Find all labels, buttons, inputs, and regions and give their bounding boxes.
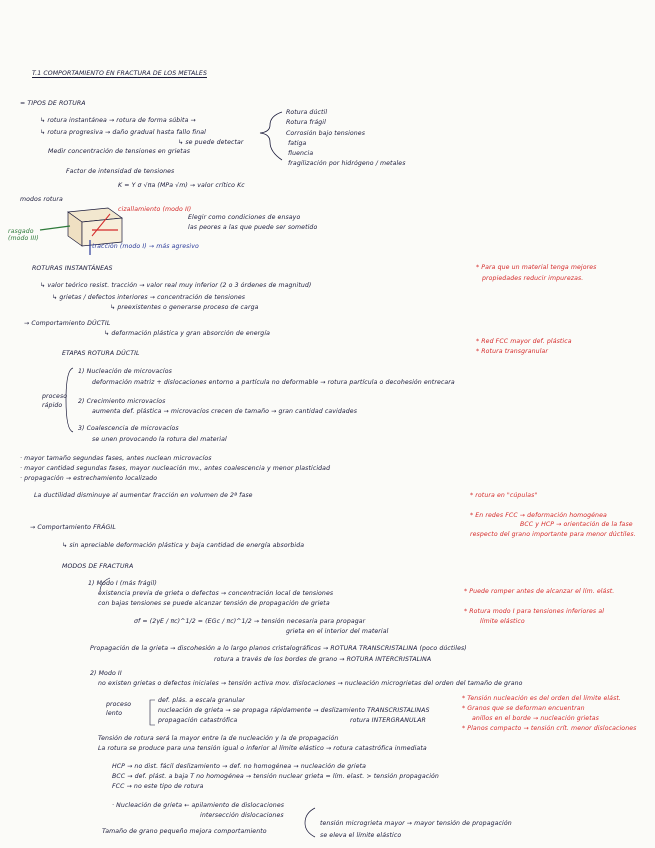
text-line: Medir concentración de tensiones en grietas xyxy=(48,148,191,155)
text-line: las peores a las que puede ser sometido xyxy=(188,224,318,231)
section-heading-instantaneas: ROTURAS INSTANTÁNEAS xyxy=(32,265,113,272)
rotura-type: fragilización por hidrógeno / metales xyxy=(288,160,406,167)
note-red: * Para que un material tenga mejores xyxy=(476,264,597,271)
text-line: BCC → def. plást. a baja T no homogénea → tensión nuclear grieta = lím. elast. > tensión propagación xyxy=(112,773,439,780)
text-line: rotura INTERGRANULAR xyxy=(350,717,426,724)
text-line: deformación matriz + dislocaciones entorno a partícula no deformable → rotura partícula o decohesión entrecara xyxy=(92,379,455,386)
text-line: ↳ preexistentes o generarse proceso de carga xyxy=(110,304,259,311)
modo-1: 1) Modo I (más frágil) xyxy=(88,580,157,587)
note-red: * Rotura transgranular xyxy=(476,348,549,355)
note-red: * Granos que se deforman encuentran xyxy=(462,705,585,712)
mode-traccion: tracción (modo I) → más agresivo xyxy=(92,243,199,250)
formula-k: K = Y σ √πa (MPa √m) → valor crítico Kc xyxy=(118,182,245,189)
note-red: * En redes FCC → deformación homogénea xyxy=(470,512,607,519)
note-red: * Rotura modo I para tensiones inferiores al xyxy=(464,608,605,615)
text-line: Propagación de la grieta → discohesión a lo largo planos cristalográficos → ROTURA TRANSCRISTALINA (poco dúctiles) xyxy=(90,645,467,652)
text-line: propagación catastrófica xyxy=(158,717,238,724)
note-red: * Red FCC mayor def. plástica xyxy=(476,338,572,345)
bullet: · propagación → estrechamiento localizado xyxy=(20,475,158,482)
mode-cizallamiento: cizallamiento (modo II) xyxy=(118,206,192,213)
heading-etapas: ETAPAS ROTURA DÚCTIL xyxy=(62,350,140,357)
text-line: La rotura se produce para una tensión igual o inferior al límite elástico → rotura catastrófica inmediata xyxy=(98,745,427,752)
text-line: ↳ deformación plástica y gran absorción de energía xyxy=(104,330,271,337)
note-red: límite elástico xyxy=(480,618,525,625)
text-line: existencia previa de grieta o defectos → concentración local de tensiones xyxy=(98,590,334,597)
modo-2: 2) Modo II xyxy=(90,670,122,677)
text-line: FCC → no este tipo de rotura xyxy=(112,783,204,790)
modes-label: modos rotura xyxy=(20,196,63,203)
text-line: HCP → no dist. fácil deslizamiento → def. no homogénea → nucleación de grieta xyxy=(112,763,367,770)
text-line: Factor de intensidad de tensiones xyxy=(66,168,175,175)
formula-sigma: σf = (2γE / πc)^1/2 = (EGc / πc)^1/2 → tensión necesaria para propagar xyxy=(134,618,366,625)
etapa-3: 3) Coalescencia de microvacíos xyxy=(78,425,179,432)
note-red: * Tensión nucleación es del orden del límite elást. xyxy=(462,695,621,702)
note-red: * Planos compacto → tensión crít. menor dislocaciones xyxy=(462,725,637,732)
text-line: ↳ rotura progresiva → daño gradual hasta fallo final xyxy=(40,129,206,136)
text-line: ↳ sin apreciable deformación plástica y baja cantidad de energía absorbida xyxy=(62,542,305,549)
label-proceso: proceso rápido xyxy=(42,393,68,409)
rotura-type: fatiga xyxy=(288,140,307,147)
mode-rasgado: rasgado (modo III) xyxy=(8,228,39,242)
text-line: ↳ valor teórico resist. tracción → valor real muy inferior (2 o 3 órdenes de magnitud) xyxy=(40,282,312,289)
text-line: con bajas tensiones se puede alcanzar tensión de propagación de grieta xyxy=(98,600,330,607)
note-red: propiedades reducir impurezas. xyxy=(482,275,584,282)
heading-modos: MODOS DE FRACTURA xyxy=(62,563,134,570)
note-red: * rotura en "cúpulas" xyxy=(470,492,538,499)
text-line: ↳ grietas / defectos interiores → concentración de tensiones xyxy=(52,294,246,301)
note-red: respecto del grano importante para menor dúctiles. xyxy=(470,531,636,538)
text-line: ↳ se puede detectar xyxy=(178,139,244,146)
bullet: · mayor cantidad segundas fases, mayor nucleación mv., antes coalescencia y menor plasticidad xyxy=(20,465,331,472)
rotura-type: Rotura frágil xyxy=(286,119,326,126)
note-red: * Puede romper antes de alcanzar el lím. elást. xyxy=(464,588,615,595)
etapa-2: 2) Crecimiento microvacíos xyxy=(78,398,166,405)
text-line: def. plás. a escala granular xyxy=(158,697,245,704)
label-proceso-lento: proceso lento xyxy=(106,701,132,717)
etapa-1: 1) Nucleación de microvacíos xyxy=(78,368,172,375)
text-line: Tamaño de grano pequeño mejora comportamiento xyxy=(102,828,267,835)
text-line: La ductilidad disminuye al aumentar fracción en volumen de 2ª fase xyxy=(34,492,253,499)
section-heading-tipos: = TIPOS DE ROTURA xyxy=(20,100,86,107)
text-line: · Nucleación de grieta ← apilamiento de dislocaciones xyxy=(112,802,285,809)
text-line: aumenta def. plástica → microvacíos crecen de tamaño → gran cantidad cavidades xyxy=(92,408,358,415)
heading-ductil: → Comportamiento DÚCTIL xyxy=(24,320,111,327)
rotura-type: Rotura dúctil xyxy=(286,109,328,116)
rotura-type: fluencia xyxy=(288,150,314,157)
text-line: nucleación de grieta → se propaga rápidamente → deslizamiento TRANSCRISTALINAS xyxy=(158,707,430,714)
rotura-type: Corrosión bajo tensiones xyxy=(286,130,366,137)
text-line: grieta en el interior del material xyxy=(286,628,389,635)
bullet: · mayor tamaño segundas fases, antes nuclean microvacíos xyxy=(20,455,212,462)
text-line: se eleva el límite elástico xyxy=(320,832,402,839)
text-line: se unen provocando la rotura del material xyxy=(92,436,227,443)
text-line: ↳ rotura instantánea → rotura de forma súbita → xyxy=(40,117,196,124)
text-line: rotura a través de los bordes de grano → ROTURA INTERCRISTALINA xyxy=(214,656,432,663)
page-title: T.1 COMPORTAMIENTO EN FRACTURA DE LOS METALES xyxy=(32,70,207,77)
heading-fragil: → Comportamiento FRÁGIL xyxy=(30,524,116,531)
text-line: Elegir como condiciones de ensayo xyxy=(188,214,301,221)
text-line: intersección dislocaciones xyxy=(200,812,284,819)
text-line: Tensión de rotura será la mayor entre la de nucleación y la de propagación xyxy=(98,735,339,742)
text-line: no existen grietas o defectos iniciales → tensión activa mov. dislocaciones → nucleación microgrietas del orden del tamaño de grano xyxy=(98,680,523,687)
text-line: tensión microgrieta mayor → mayor tensión de propagación xyxy=(320,820,512,827)
note-red: anillos en el borde → nucleación grietas xyxy=(472,715,599,722)
note-red: BCC y HCP → orientación de la fase xyxy=(520,521,633,528)
